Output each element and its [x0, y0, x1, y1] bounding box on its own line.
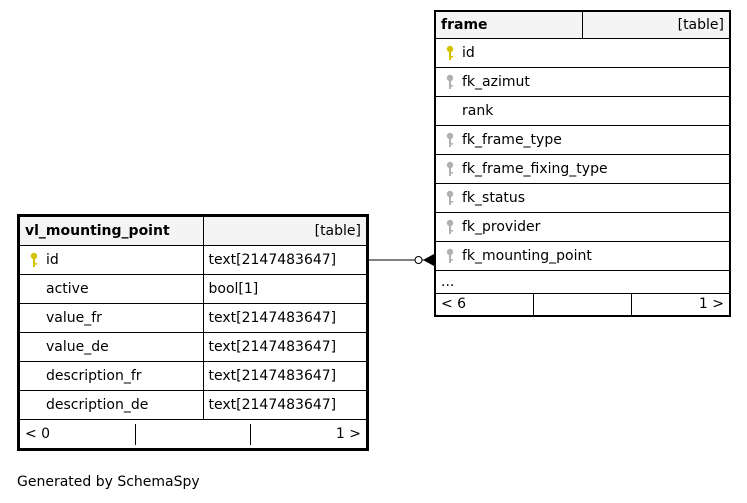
column-name-text: id [46, 252, 59, 268]
column-name-text: value_fr [46, 310, 102, 326]
column-type: text[2147483647] [203, 246, 367, 275]
crowfoot-many-marker [423, 254, 434, 266]
parent-count[interactable]: < 0 [25, 425, 51, 442]
column-name-text: fk_frame_fixing_type [462, 161, 608, 177]
column-name-text: active [46, 281, 89, 297]
column-name-text: fk_status [462, 190, 526, 206]
more-columns-ellipsis: ... [435, 271, 730, 294]
column-name-text: fk_azimut [462, 74, 530, 90]
table-name[interactable]: vl_mounting_point [19, 216, 204, 246]
column-type: bool[1] [203, 275, 367, 304]
generated-by-text: Generated by SchemaSpy [17, 474, 200, 490]
column-type: text[2147483647] [203, 391, 367, 420]
column-name-text: description_de [46, 397, 149, 413]
column-type: text[2147483647] [203, 333, 367, 362]
child-count[interactable]: 1 > [250, 424, 366, 445]
table-type-label: [table] [583, 11, 730, 39]
column-name-text: value_de [46, 339, 109, 355]
table-type-label: [table] [203, 216, 367, 246]
column-name-text: rank [462, 103, 494, 119]
column-name-text: description_fr [46, 368, 142, 384]
column-name-text: id [462, 45, 475, 61]
column-name-text: fk_frame_type [462, 132, 562, 148]
column-name-text: fk_provider [462, 219, 541, 235]
optional-circle-marker [415, 257, 422, 264]
column-type: text[2147483647] [203, 304, 367, 333]
column-type: text[2147483647] [203, 362, 367, 391]
column-name-text: fk_mounting_point [462, 248, 592, 264]
table-name[interactable]: frame [435, 11, 583, 39]
child-count[interactable]: 1 > [631, 294, 729, 315]
parent-count[interactable]: < 6 [441, 296, 467, 312]
